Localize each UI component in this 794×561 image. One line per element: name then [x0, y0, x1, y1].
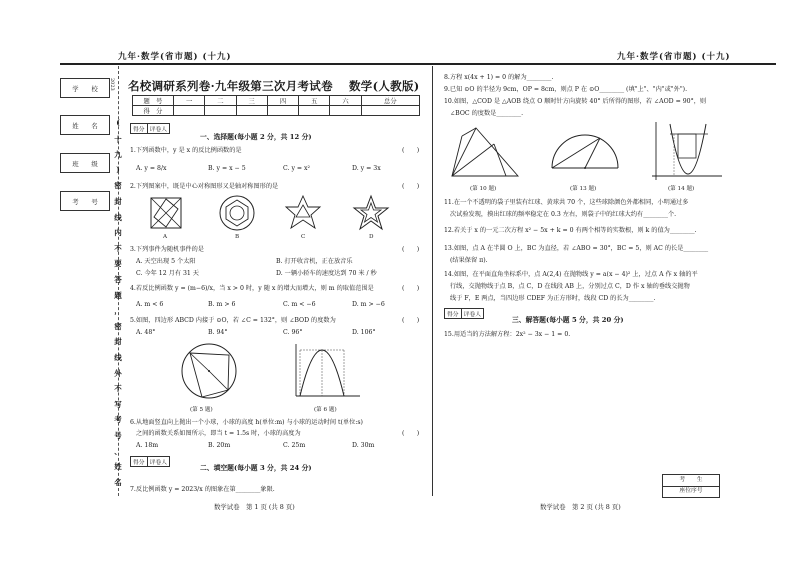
seal-char: 、	[114, 446, 122, 456]
page-divider	[432, 66, 433, 496]
seal-char: 号	[114, 431, 122, 440]
score-cell	[361, 106, 419, 116]
q9-text: 9.已知 ⊙O 的半径为 9cm，OP = 8cm，则点 P 在 ⊙O________ (填"上"、"内"或"外").	[444, 86, 688, 93]
seal-char: (	[116, 118, 120, 127]
q6-option: C. 25m	[283, 442, 306, 449]
q5-caption: (第 5 题)	[190, 407, 213, 413]
seal-char: 封	[114, 337, 122, 347]
score-head: 题 号	[133, 96, 174, 106]
q4-option: B. m > 6	[208, 301, 236, 308]
section-three-title: 三、解答题(每小题 5 分，共 20 分)	[512, 316, 624, 324]
q10-text-cont: ∠BOC 的度数是________.	[450, 110, 524, 117]
q4-option: D. m > −6	[352, 301, 385, 308]
q3-option: B. 打开收音机，正在放音乐	[276, 258, 353, 265]
q13-text-cont: (结果保留 π).	[450, 257, 488, 264]
q14-text-cont: 线于 F，E 两点，当四边形 CDEF 为正方形时，线段 CD 的长为________.	[450, 295, 656, 302]
score-cell	[299, 106, 330, 116]
seal-char: 名	[114, 477, 122, 487]
seal-char: 十	[114, 134, 122, 144]
q10-text: 10.如图，△COD 是 △AOB 绕点 O 顺时针方向旋转 40° 后所得的图形，若 ∠AOD = 90°，则	[444, 98, 707, 105]
q10-figure	[448, 122, 522, 180]
q13-figure	[548, 128, 622, 172]
q7-text: 7.反比例函数 y = 2023/x 的图象在第________象限.	[130, 486, 275, 493]
q5-option: B. 94°	[208, 329, 228, 336]
seal-char: 封	[114, 197, 122, 206]
seat-box	[662, 474, 720, 498]
q3-option: D. 一辆小轿车的速度达到 70 米 / 秒	[276, 270, 377, 277]
score-head: 一	[174, 96, 205, 106]
seat-label: 座位序号	[679, 488, 703, 494]
q5-figure	[178, 340, 240, 402]
q2-text: 2.下列图案中，既是中心对称图形又是轴对称图形的是	[130, 183, 279, 190]
seal-char: 姓	[114, 462, 122, 472]
q10-caption: (第 10 题)	[470, 186, 497, 192]
q5-option: A. 48°	[136, 329, 156, 336]
header-rule	[60, 63, 776, 65]
q4-answer: ( )	[402, 285, 420, 292]
q5-option: D. 106°	[352, 329, 376, 336]
seal-char: 外	[114, 368, 122, 378]
score-cell: 得 分	[133, 106, 174, 116]
q12-text: 12.若关于 x 的一元二次方程 x² − 5x + k = 0 有两个相等的实数根，则 k 的值为________.	[444, 227, 697, 234]
seal-char: 线	[114, 353, 122, 362]
q2-label: C	[301, 234, 306, 240]
q2-figure-d	[352, 194, 390, 232]
q1-text: 1.下列函数中，y 是 x 的反比例函数的是	[130, 147, 242, 154]
class-box: 班 级	[60, 153, 110, 173]
q14-caption: (第 14 题)	[668, 186, 695, 192]
q6-option: A. 18m	[136, 442, 159, 449]
q2-label: A	[163, 234, 168, 240]
footer-right: 数学试卷 第 2 页 (共 8 页)	[540, 503, 621, 511]
q2-figure-b	[218, 194, 256, 232]
seal-char: 内	[114, 228, 122, 238]
grader-box-3: 得分 评卷人	[444, 308, 484, 319]
q11-text: 11.在一个不透明的袋子里装有红球、黄球共 70 个，这些球除颜色外都相同，小明通过多	[444, 199, 689, 206]
q3-answer: ( )	[402, 246, 420, 253]
q6-caption: (第 6 题)	[314, 407, 337, 413]
q13-caption: (第 13 题)	[570, 186, 597, 192]
score-head: 六	[330, 96, 361, 106]
q2-answer: ( )	[402, 183, 420, 190]
section-one-title: 一、选择题(每小题 2 分，共 12 分)	[200, 133, 312, 141]
section-two-title: 二、填空题(每小题 3 分，共 24 分)	[200, 464, 312, 472]
seal-char: 答	[114, 275, 122, 284]
q14-text: 14.如图，在平面直角坐标系中，点 A(2,4) 在抛物线 y = a(x − 4)² 上，过点 A 作 x 轴的平	[444, 271, 698, 278]
examno-box: 考 号	[60, 191, 110, 211]
score-cell	[174, 106, 205, 116]
score-head: 四	[267, 96, 298, 106]
q14-figure	[648, 120, 724, 182]
score-cell	[205, 106, 236, 116]
q1-option: B. y = x − 5	[208, 165, 246, 172]
page-title: 名校调研系列卷·九年级第三次月考试卷 数学(人教版)	[128, 79, 420, 93]
school-box: 学 校	[60, 78, 110, 98]
q2-label: B	[235, 234, 240, 240]
q5-option: C. 96°	[283, 329, 303, 336]
seat-label: 考 生	[663, 475, 719, 487]
seal-char: 密	[114, 181, 122, 191]
q3-option: C. 今年 12 月有 31 天	[136, 270, 199, 277]
q11-text-cont: 次试验发现，摸出红球的频率稳定在 0.3 左右，则袋子中的红球大约有________个.	[450, 211, 677, 218]
grader-box-1: 得分 评卷人	[130, 123, 170, 134]
score-head: 总分	[361, 96, 419, 106]
q4-option: C. m < −6	[283, 301, 316, 308]
q6-answer: ( )	[402, 430, 420, 437]
seal-char: 写	[114, 399, 122, 409]
q13-text: 13.如图，点 A 在半圆 O 上，BC 为直径，若 ∠ABO = 30°，BC = 5，则 AC 的长是________	[444, 245, 709, 252]
seal-char: 不	[114, 243, 122, 253]
q6-figure	[286, 342, 364, 402]
score-cell	[236, 106, 267, 116]
header-left: 九年·数学(省市题) (十九)	[118, 52, 232, 62]
q4-option: A. m < 6	[136, 301, 164, 308]
q14-text-cont: 行线，交抛物线于点 B，点 C，D 在线段 AB 上，分别过点 C，D 作 x 轴的垂线交抛物	[450, 283, 690, 290]
seal-char: 题	[114, 290, 122, 300]
seal-char: 密	[114, 321, 122, 331]
score-head: 二	[205, 96, 236, 106]
q3-text: 3.下列事件为随机事件的是	[130, 246, 204, 253]
seal-char: ，	[114, 306, 122, 316]
score-cell	[267, 106, 298, 116]
q2-figure-c	[284, 194, 322, 232]
q6-option: D. 30m	[352, 442, 375, 449]
q1-option: C. y = x²	[283, 165, 311, 172]
score-head: 三	[236, 96, 267, 106]
footer-left: 数学试卷 第 1 页 (共 8 页)	[214, 503, 295, 511]
q2-label: D	[369, 234, 374, 240]
q1-option: A. y = 8/x	[136, 165, 167, 172]
seal-char: 线	[114, 212, 122, 222]
score-cell	[330, 106, 361, 116]
q4-text: 4.若反比例函数 y = (m−6)/x，当 x > 0 时，y 随 x 的增大而增大，则 m 的取值范围是	[130, 285, 374, 292]
q5-answer: ( )	[402, 317, 420, 324]
q8-text: 8.方程 x(4x + 1) = 0 的解为________.	[444, 74, 554, 81]
header-right: 九年·数学(省市题) (十九)	[617, 52, 731, 62]
seal-char: 要	[114, 259, 122, 269]
name-box: 姓 名	[60, 115, 110, 135]
seal-char: )	[116, 164, 120, 174]
q6-text: 6.从地面竖直向上抛出一个小球，小球的高度 h(单位:m) 与小球的运动时间 t(单位:s)	[130, 419, 363, 426]
q1-answer: ( )	[402, 147, 420, 154]
q3-option: A. 天空出现 5 个太阳	[136, 258, 196, 265]
q15-text: 15.用适当的方法解方程：2x² − 3x − 1 = 0.	[444, 331, 571, 338]
score-table	[132, 95, 420, 116]
grader-box-2: 得分 评卷人	[130, 456, 170, 467]
q2-figure-a	[148, 195, 184, 231]
q1-option: D. y = 3x	[352, 165, 381, 172]
q6-text-cont: 之间的函数关系如图所示，即当 t = 1.5s 时，小球的高度为	[136, 430, 301, 437]
seal-char: 考	[114, 415, 122, 425]
side-year: 2023	[109, 78, 115, 91]
score-head: 五	[299, 96, 330, 106]
seal-char: 不	[114, 384, 122, 394]
q6-option: B. 20m	[208, 442, 231, 449]
seal-char: 九	[114, 150, 122, 160]
q5-text: 5.如图，四边形 ABCD 内接于 ⊙O，若 ∠C = 132°，则 ∠BOD 的度数为	[130, 317, 336, 324]
